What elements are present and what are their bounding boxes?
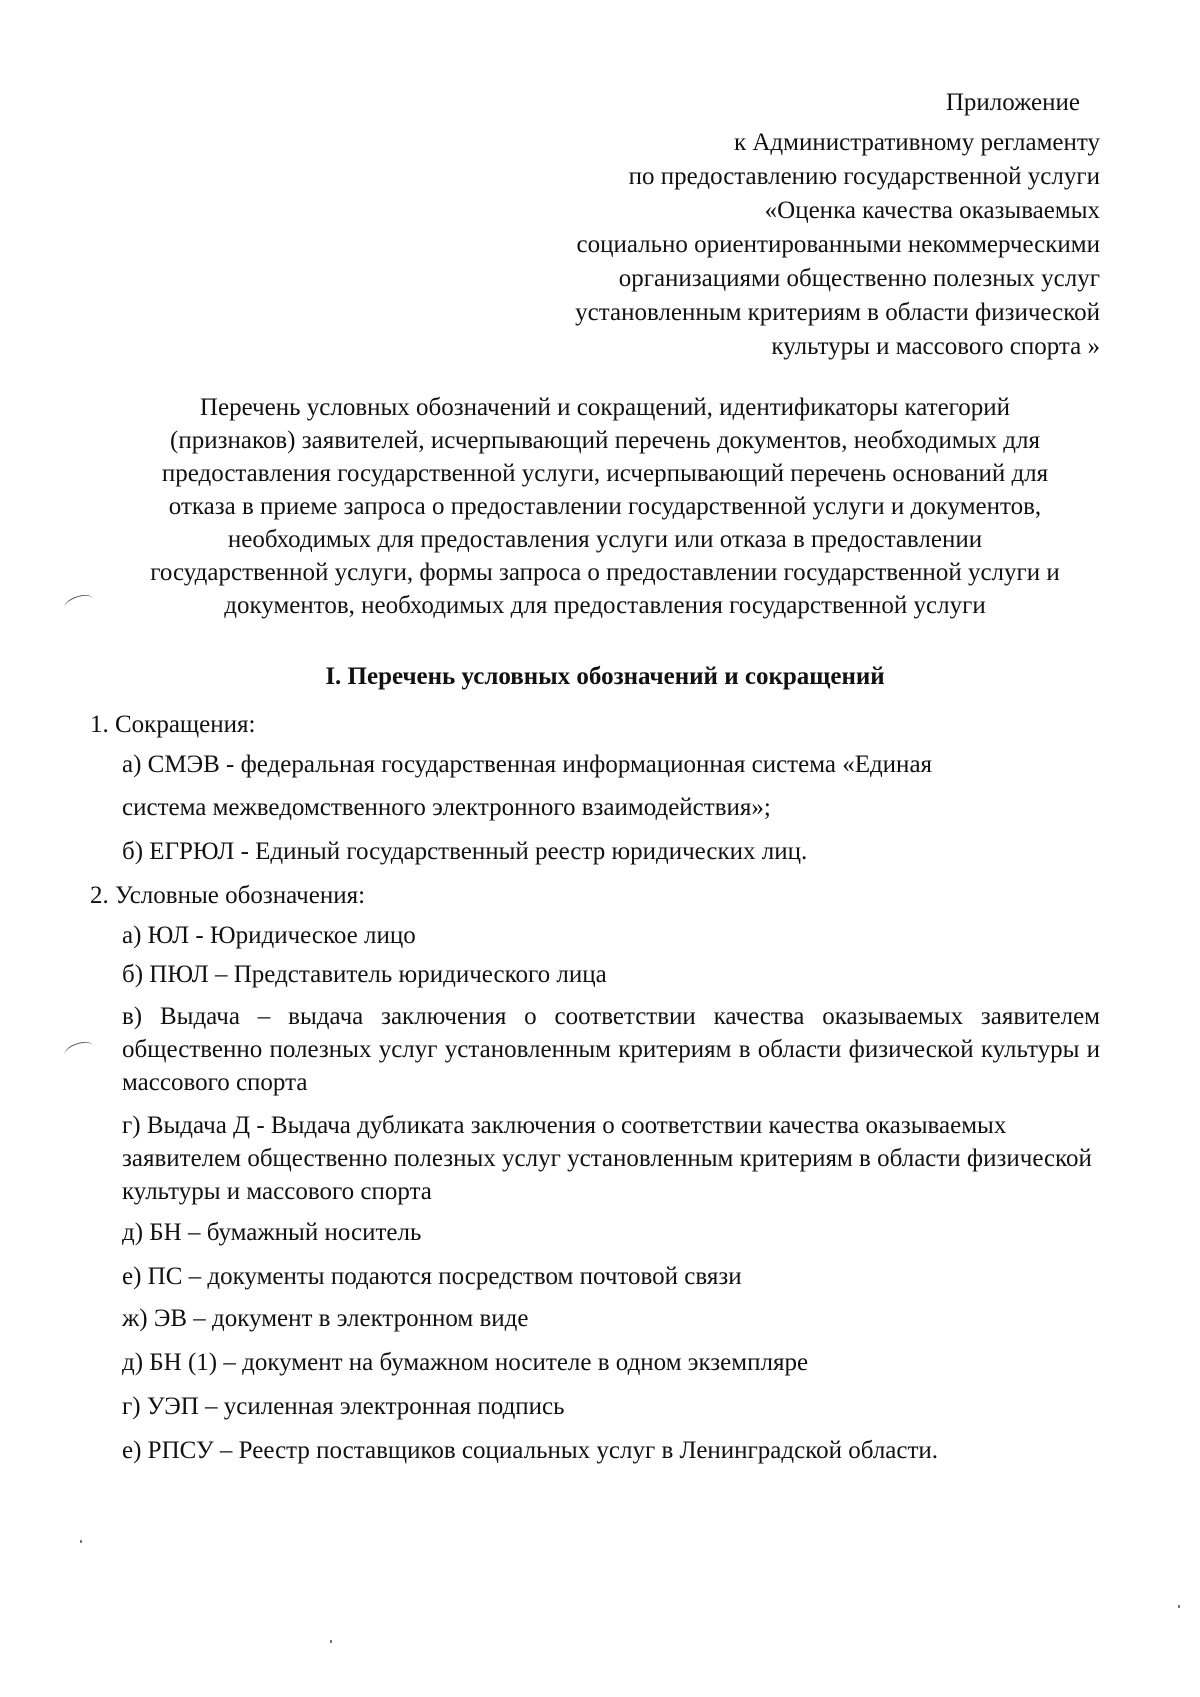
appendix-line: установленным критериям в области физической bbox=[575, 299, 1100, 326]
intro-line: (признаков) заявителей, исчерпывающий перечень документов, необходимых для bbox=[170, 427, 1040, 454]
abbreviation-item: система межведомственного электронного взаимодействия»; bbox=[122, 794, 771, 821]
section-content bbox=[90, 708, 1100, 1468]
abbreviations-label: 1. Сокращения: bbox=[90, 711, 256, 738]
section-heading: I. Перечень условных обозначений и сокращений bbox=[325, 663, 885, 690]
appendix-label: Приложение bbox=[945, 89, 1080, 116]
convention-item: а) ЮЛ - Юридическое лицо bbox=[122, 922, 416, 949]
conventions-label: 2. Условные обозначения: bbox=[90, 882, 366, 909]
convention-item: д) БН – бумажный носитель bbox=[122, 1219, 422, 1246]
punch-hole-mark bbox=[62, 592, 95, 616]
document-intro-title bbox=[120, 391, 1090, 622]
abbreviation-item: а) СМЭВ - федеральная государственная информационная система «Единая bbox=[122, 751, 933, 778]
appendix-line: организациями общественно полезных услуг bbox=[618, 265, 1100, 292]
intro-line: документов, необходимых для предоставления государственной услуги bbox=[224, 592, 986, 619]
intro-line: предоставления государственной услуги, исчерпывающий перечень оснований для bbox=[161, 460, 1049, 487]
convention-item: е) ПС – документы подаются посредством почтовой связи bbox=[122, 1263, 742, 1290]
intro-line: отказа в приеме запроса о предоставлении государственной услуги и документов, bbox=[168, 493, 1042, 520]
convention-item: в) Выдача – выдача заключения о соответствии качества оказываемых заявителем общественно полезных услуг установленным критериям в области физической культуры и массового спорта bbox=[122, 1003, 1100, 1096]
convention-item: е) РПСУ – Реестр поставщиков социальных услуг в Ленинградской области. bbox=[122, 1437, 939, 1464]
intro-line: Перечень условных обозначений и сокращений, идентификаторы категорий bbox=[199, 394, 1011, 421]
convention-item: д) БН (1) – документ на бумажном носителе в одном экземпляре bbox=[122, 1349, 809, 1376]
convention-item: г) УЭП – усиленная электронная подпись bbox=[122, 1393, 565, 1420]
scan-speck bbox=[80, 1540, 82, 1543]
appendix-line: «Оценка качества оказываемых bbox=[764, 197, 1100, 224]
abbreviation-item: б) ЕГРЮЛ - Единый государственный реестр юридических лиц. bbox=[122, 838, 808, 865]
intro-line: государственной услуги, формы запроса о предоставлении государственной услуги и bbox=[150, 559, 1060, 586]
intro-line: необходимых для предоставления услуги или отказа в предоставлении bbox=[227, 526, 983, 553]
convention-item: г) Выдача Д - Выдача дубликата заключения о соответствии качества оказываемых заявителем общественно полезных услуг установленным критериям в области физической культуры и массового спорта bbox=[122, 1112, 1092, 1205]
appendix-line: социально ориентированными некоммерческими bbox=[576, 231, 1100, 258]
appendix-line: культуры и массового спорта » bbox=[771, 333, 1100, 360]
convention-item: б) ПЮЛ – Представитель юридического лица bbox=[122, 961, 607, 988]
convention-item: ж) ЭВ – документ в электронном виде bbox=[122, 1305, 529, 1332]
scan-speck bbox=[330, 1640, 332, 1643]
scan-speck bbox=[1178, 1605, 1180, 1608]
appendix-header bbox=[400, 86, 1100, 364]
appendix-line: по предоставлению государственной услуги bbox=[628, 163, 1100, 190]
appendix-line: к Административному регламенту bbox=[733, 129, 1100, 156]
